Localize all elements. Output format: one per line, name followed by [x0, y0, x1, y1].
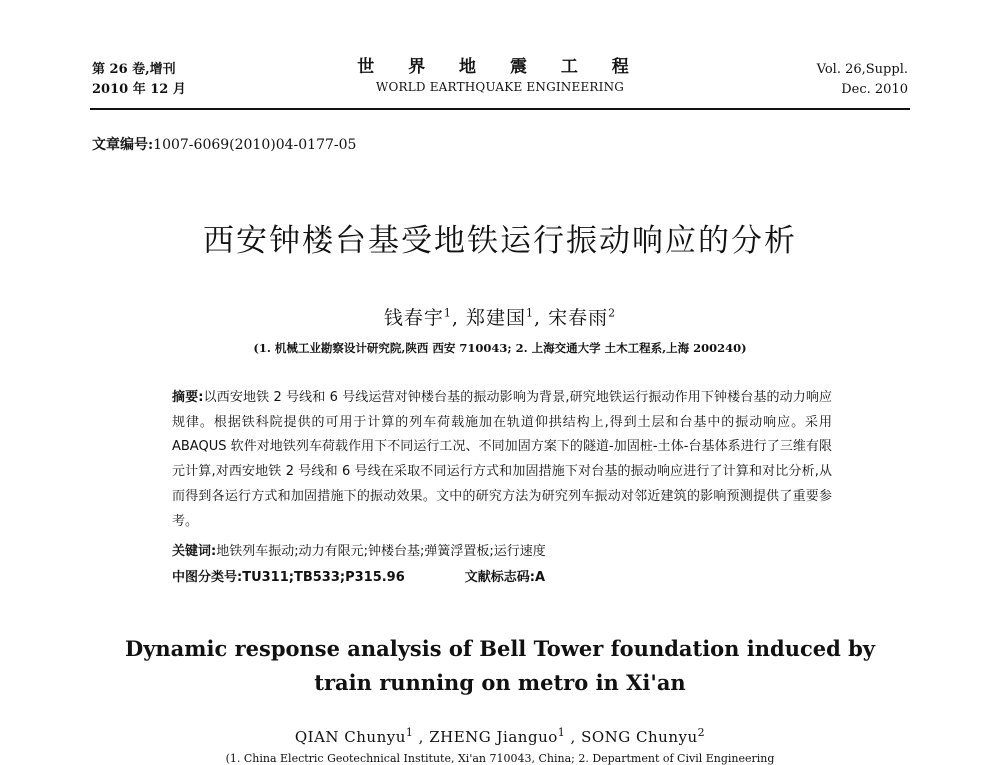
- abstract-cn: [172, 386, 832, 534]
- affiliation-cn: (1. 机械工业勘察设计研究院,陕西 西安 710043; 2. 上海交通大学 土木工程系,上海 200240): [253, 341, 747, 355]
- author-en-2: ZHENG Jianguo: [429, 728, 558, 746]
- author-cn-2: 郑建国: [465, 307, 526, 329]
- article-number-value: 1007-6069(2010)04-0177-05: [153, 137, 357, 153]
- date-en: Dec. 2010: [841, 82, 908, 97]
- article-number: [92, 134, 356, 154]
- author-cn-2-sup: 1: [526, 306, 534, 320]
- journal-name: [300, 56, 700, 96]
- author-sep: ,: [534, 307, 542, 329]
- date-cn: 2010 年 12 月: [92, 82, 186, 97]
- author-sep: ,: [413, 728, 424, 746]
- keywords-label: 关键词:: [172, 544, 217, 559]
- author-en-1: QIAN Chunyu: [294, 728, 406, 746]
- title-en: Dynamic response analysis of Bell Tower foundation induced by train running on metro in Xi'an: [124, 636, 875, 695]
- author-en-2-sup: 1: [557, 726, 566, 739]
- author-cn-3-sup: 2: [608, 306, 617, 320]
- keywords: [172, 540, 546, 559]
- abstract-text: 以西安地铁 2 号线和 6 号线运营对钟楼台基的振动影响为背景,研究地铁运行振动作用下钟楼台基的动力响应规律。根据铁科院提供的可用于计算的列车荷载施加在轨道仰拱结构上,得到土层和台基中的振动响应。采用 ABAQUS 软件对地铁列车荷载作用下不同运行工况、不同加固方案下的隧道-加固桩-土体-台基体系进行了三维有限元计算,对西安地铁 2 号线和 6 号线在采取不同运行方式和加固措施下对台基的振动响应进行了计算和对比分析,从而得到各运行方式和加固措施下的振动效果。文中的研究方法为研究列车振动对邻近建筑的影响预测提供了重要参考。: [172, 390, 832, 529]
- journal-name-cn: 世 界 地 震 工 程: [357, 57, 643, 77]
- abstract-label: 摘要:: [172, 390, 204, 405]
- authors-cn: [0, 303, 1000, 330]
- author-sep: ,: [451, 307, 459, 329]
- classification: [172, 566, 545, 585]
- journal-name-en: WORLD EARTHQUAKE ENGINEERING: [375, 80, 625, 94]
- keywords-value: 地铁列车振动;动力有限元;钟楼台基;弹簧浮置板;运行速度: [216, 544, 546, 559]
- volume-en: Vol. 26,Suppl.: [816, 62, 908, 77]
- author-en-1-sup: 1: [405, 726, 414, 739]
- authors-en: [0, 726, 1000, 746]
- journal-volume-cn: [92, 60, 186, 100]
- author-cn-3: 宋春雨: [548, 307, 609, 329]
- title-cn: 西安钟楼台基受地铁运行振动响应的分析: [203, 223, 797, 259]
- article-number-label: 文章编号:: [92, 137, 154, 153]
- doc-code-value: A: [534, 570, 546, 585]
- author-cn-1-sup: 1: [443, 306, 452, 320]
- clc-value: TU311;TB533;P315.96: [242, 570, 405, 585]
- author-sep: ,: [565, 728, 576, 746]
- header-rule: [90, 108, 910, 110]
- volume-cn: 第 26 卷,增刊: [92, 62, 176, 77]
- doc-code-label: 文献标志码:: [464, 570, 535, 585]
- author-en-3-sup: 2: [697, 726, 706, 739]
- journal-volume-en: [817, 60, 908, 100]
- author-en-3: SONG Chunyu: [581, 728, 698, 746]
- author-cn-1: 钱春宇: [383, 307, 444, 329]
- affiliation-en: (1. China Electric Geotechnical Institute, Xi'an 710043, China; 2. Department of Civil Engineering: [225, 752, 775, 765]
- clc-label: 中图分类号:: [172, 570, 243, 585]
